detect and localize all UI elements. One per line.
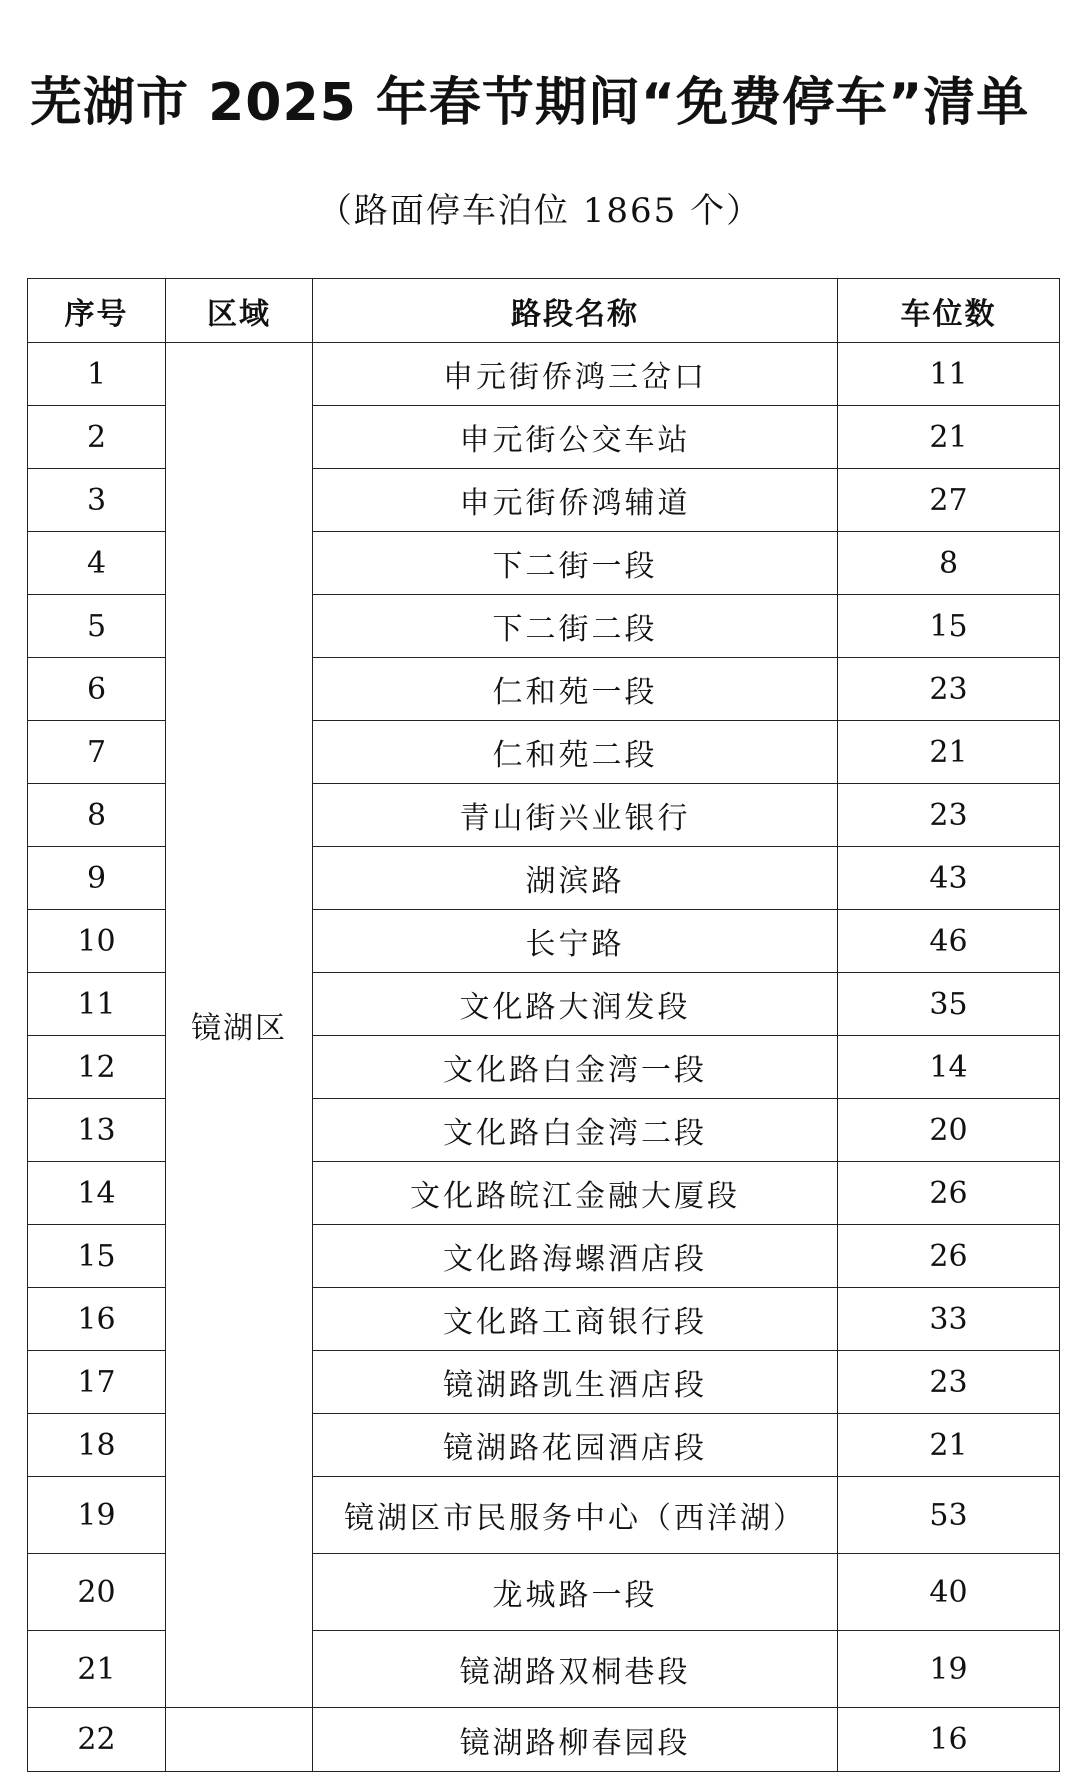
road-name: 文化路白金湾一段 [313,1036,838,1099]
road-name: 申元街公交车站 [313,406,838,469]
parking-spaces: 23 [838,784,1060,847]
row-index: 18 [28,1414,166,1477]
parking-table [27,278,1060,1772]
parking-spaces: 21 [838,721,1060,784]
header-district: 区域 [166,279,313,343]
road-name: 仁和苑一段 [313,658,838,721]
row-index: 1 [28,343,166,406]
parking-spaces: 43 [838,847,1060,910]
document-subtitle: （路面停车泊位 1865 个） [317,191,763,231]
road-name: 湖滨路 [313,847,838,910]
row-index: 17 [28,1351,166,1414]
row-index: 12 [28,1036,166,1099]
row-index: 13 [28,1099,166,1162]
road-name: 镜湖路双桐巷段 [313,1631,838,1708]
parking-spaces: 20 [838,1099,1060,1162]
road-name: 申元街侨鸿辅道 [313,469,838,532]
road-name: 长宁路 [313,910,838,973]
parking-spaces: 27 [838,469,1060,532]
parking-spaces: 11 [838,343,1060,406]
road-name: 文化路皖江金融大厦段 [313,1162,838,1225]
parking-spaces: 46 [838,910,1060,973]
road-name: 镜湖路柳春园段 [313,1708,838,1772]
header-index: 序号 [28,279,166,343]
parking-spaces: 35 [838,973,1060,1036]
parking-spaces: 19 [838,1631,1060,1708]
parking-spaces: 23 [838,658,1060,721]
row-index: 21 [28,1631,166,1708]
row-index: 4 [28,532,166,595]
row-index: 9 [28,847,166,910]
parking-spaces: 53 [838,1477,1060,1554]
row-index: 15 [28,1225,166,1288]
road-name: 文化路大润发段 [313,973,838,1036]
row-index: 10 [28,910,166,973]
road-name: 申元街侨鸿三岔口 [313,343,838,406]
table-header-row [28,279,1060,343]
road-name: 文化路工商银行段 [313,1288,838,1351]
parking-spaces: 21 [838,1414,1060,1477]
parking-spaces: 15 [838,595,1060,658]
road-name: 文化路白金湾二段 [313,1099,838,1162]
row-index: 2 [28,406,166,469]
road-name: 下二街二段 [313,595,838,658]
row-index: 11 [28,973,166,1036]
district-cell-continued [166,1708,313,1772]
row-index: 16 [28,1288,166,1351]
row-index: 22 [28,1708,166,1772]
parking-spaces: 21 [838,406,1060,469]
row-index: 8 [28,784,166,847]
parking-spaces: 26 [838,1225,1060,1288]
road-name: 镜湖路花园酒店段 [313,1414,838,1477]
road-name: 下二街一段 [313,532,838,595]
table-row [28,1708,1060,1772]
row-index: 5 [28,595,166,658]
road-name: 镜湖区市民服务中心（西洋湖） [313,1477,838,1554]
parking-spaces: 40 [838,1554,1060,1631]
road-name: 镜湖路凯生酒店段 [313,1351,838,1414]
row-index: 3 [28,469,166,532]
row-index: 6 [28,658,166,721]
row-index: 7 [28,721,166,784]
road-name: 龙城路一段 [313,1554,838,1631]
road-name: 青山街兴业银行 [313,784,838,847]
road-name: 仁和苑二段 [313,721,838,784]
header-spaces: 车位数 [838,279,1060,343]
document-title: 芜湖市 2025 年春节期间“免费停车”清单 [30,73,1030,133]
parking-spaces: 23 [838,1351,1060,1414]
row-index: 20 [28,1554,166,1631]
row-index: 14 [28,1162,166,1225]
table-body [28,343,1060,1772]
parking-spaces: 14 [838,1036,1060,1099]
district-cell: 镜湖区 [166,343,313,1708]
parking-spaces: 33 [838,1288,1060,1351]
parking-spaces: 26 [838,1162,1060,1225]
road-name: 文化路海螺酒店段 [313,1225,838,1288]
row-index: 19 [28,1477,166,1554]
header-road: 路段名称 [313,279,838,343]
parking-spaces: 8 [838,532,1060,595]
parking-spaces: 16 [838,1708,1060,1772]
table-row [28,343,1060,406]
